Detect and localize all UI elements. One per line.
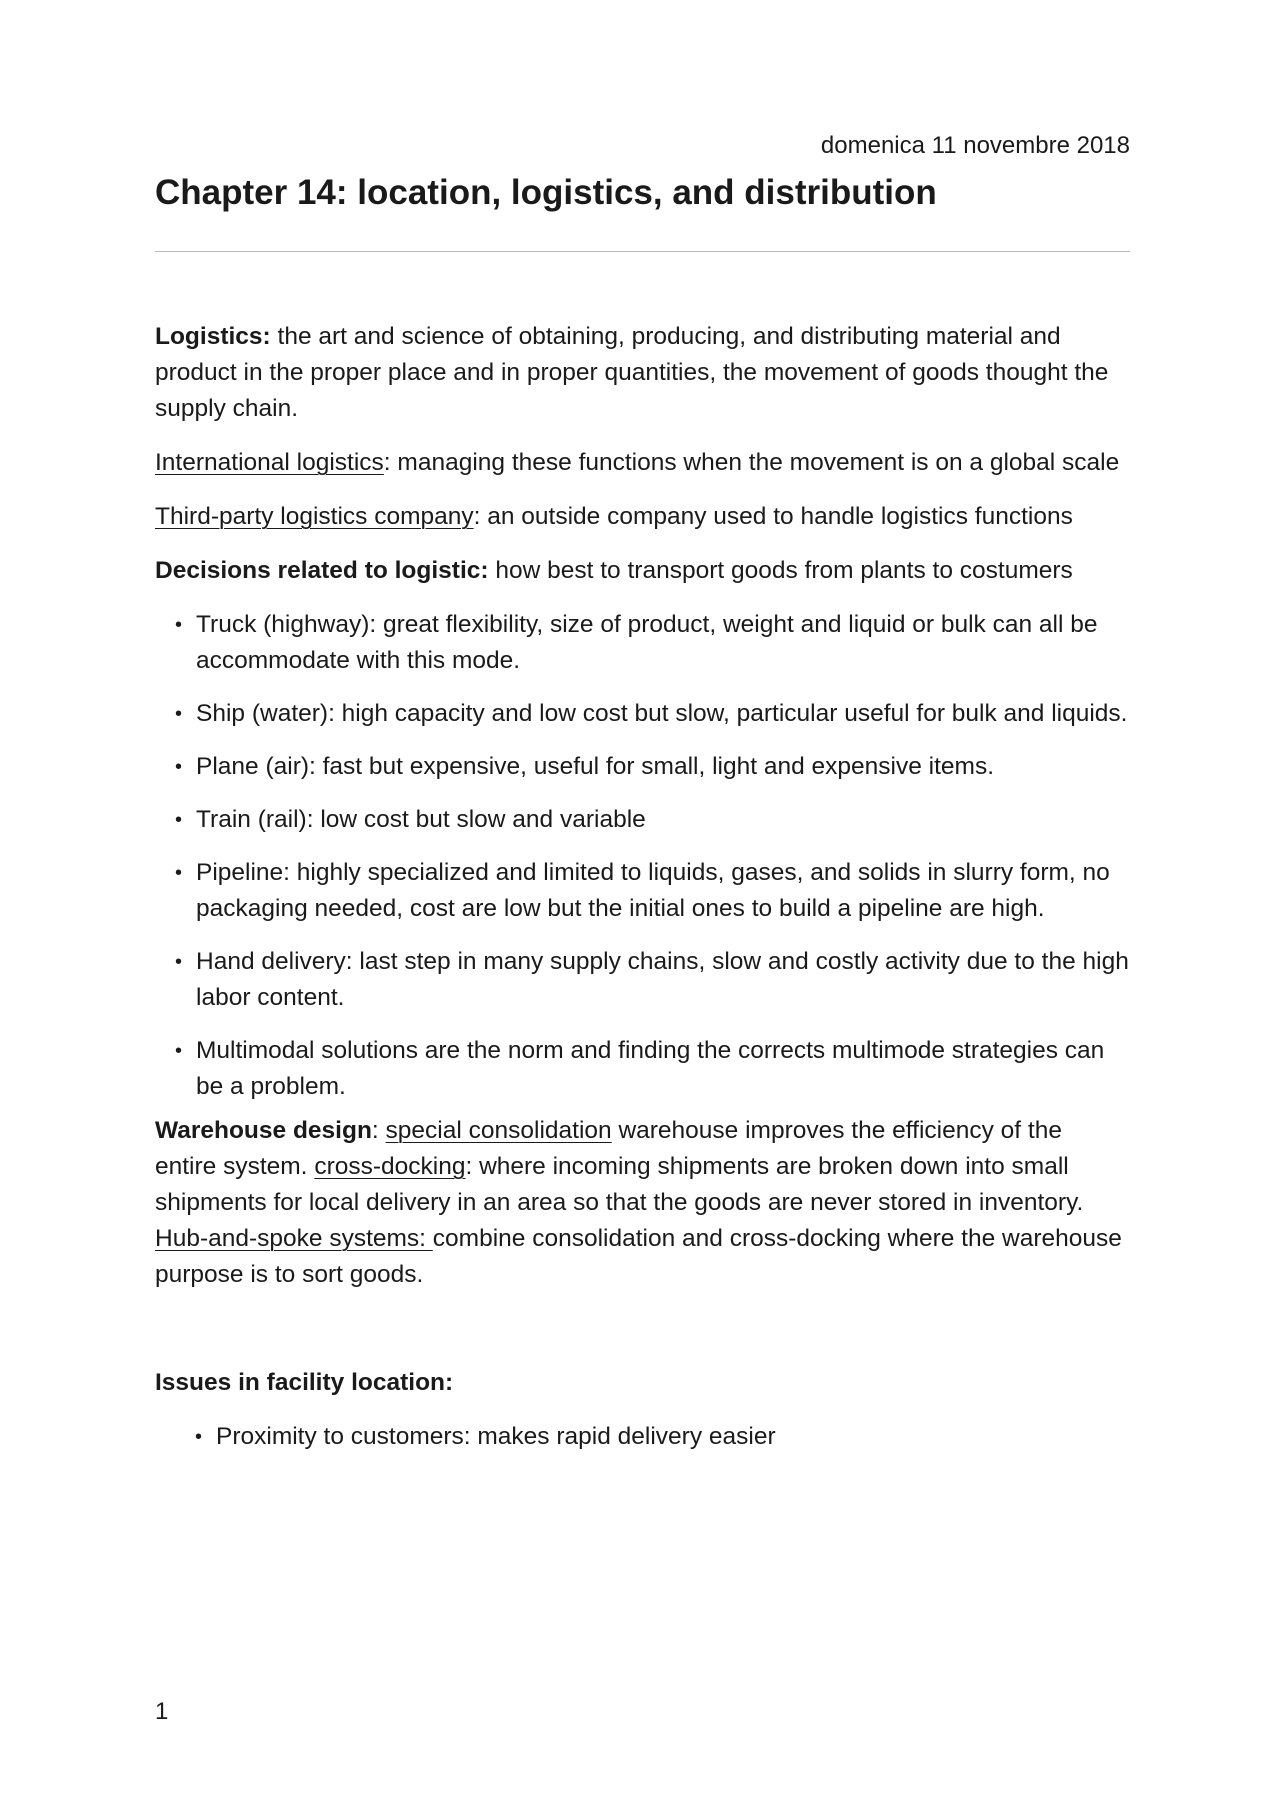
transport-modes-list: [155, 607, 1130, 1105]
list-item: • Truck (highway): great flexibility, size of product, weight and liquid or bulk can all be accommodate with this mode.: [155, 607, 1130, 679]
decisions-paragraph: [155, 553, 1130, 589]
document-date: domenica 11 novembre 2018: [820, 132, 1130, 159]
warehouse-text-2: : where incoming shipments are broken down into small shipments for local delivery in an area so that the goods are never stored in inventory.: [155, 1153, 1084, 1216]
logistics-paragraph: [155, 319, 1130, 427]
cross-docking-term: cross-docking: [314, 1153, 466, 1180]
facility-heading-text: Issues in facility location:: [155, 1369, 454, 1396]
facility-issues-list: [155, 1419, 1130, 1455]
hub-and-spoke-term: Hub-and-spoke systems:: [155, 1225, 433, 1252]
list-item: • Hand delivery: last step in many supply chains, slow and costly activity due to the high labor content.: [155, 944, 1130, 1016]
section-spacer: [155, 1311, 1130, 1365]
logistics-term: Logistics:: [155, 323, 271, 350]
facility-heading: [155, 1365, 1130, 1401]
special-consolidation-term: special consolidation: [385, 1117, 612, 1144]
warehouse-term: Warehouse design: [155, 1117, 372, 1144]
warehouse-text-3: combine consolidation and cross-docking where the warehouse purpose is to sort goods.: [155, 1225, 1122, 1288]
title-divider: [155, 251, 1130, 252]
third-party-definition: : an outside company used to handle logistics functions: [473, 503, 1073, 530]
warehouse-text-1: warehouse improves the efficiency of the entire system.: [155, 1117, 1062, 1180]
international-logistics-definition: : managing these functions when the movement is on a global scale: [383, 449, 1120, 476]
third-party-term: Third-party logistics company: [155, 503, 474, 530]
list-item: • Proximity to customers: makes rapid delivery easier: [155, 1419, 1130, 1455]
international-logistics-paragraph: [155, 445, 1130, 481]
warehouse-colon: :: [371, 1117, 386, 1144]
international-logistics-term: International logistics: [155, 449, 384, 476]
list-item: • Pipeline: highly specialized and limited to liquids, gases, and solids in slurry form, no packaging needed, cost are low but the initial ones to build a pipeline are high.: [155, 855, 1130, 927]
decisions-term: Decisions related to logistic:: [155, 557, 489, 584]
page-number: 1: [155, 1698, 169, 1725]
logistics-definition: the art and science of obtaining, producing, and distributing material and product in the proper place and in proper quantities, the movement of goods thought the supply chain.: [155, 323, 1109, 422]
third-party-paragraph: [155, 499, 1130, 535]
document-body: [155, 319, 1130, 1472]
chapter-title: Chapter 14: location, logistics, and distribution: [155, 173, 937, 212]
decisions-definition: how best to transport goods from plants to costumers: [488, 557, 1073, 584]
warehouse-paragraph: [155, 1113, 1130, 1293]
list-item: • Ship (water): high capacity and low cost but slow, particular useful for bulk and liquids.: [155, 696, 1130, 732]
list-item: • Multimodal solutions are the norm and finding the corrects multimode strategies can be a problem.: [155, 1033, 1130, 1105]
list-item: • Train (rail): low cost but slow and variable: [155, 802, 1130, 838]
list-item: • Plane (air): fast but expensive, useful for small, light and expensive items.: [155, 749, 1130, 785]
